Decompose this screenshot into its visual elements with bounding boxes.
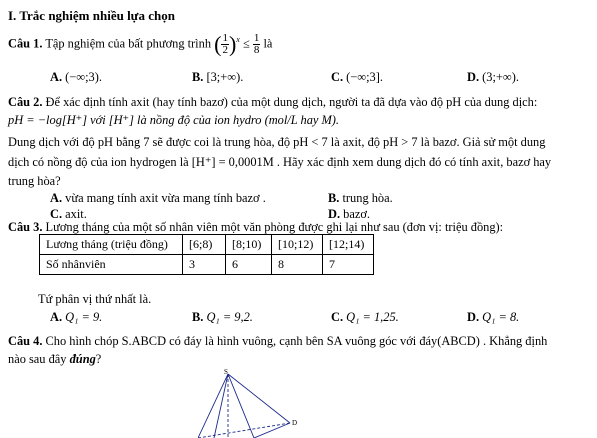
question-2-line-3: Dung dịch với độ pH bằng 7 sẽ được coi là trung hòa, độ pH < 7 là axit, độ pH > 7 là bazơ. Giả sử một dung (8, 135, 546, 149)
relation: ≤ (242, 36, 250, 51)
edge-sc (228, 374, 254, 438)
table-cell: Lương tháng (triệu đồng) (40, 235, 183, 255)
emphasis-correct: đúng (69, 352, 96, 366)
table-cell: 7 (323, 255, 374, 275)
question-4-line-2: nào sau đây đúng? (8, 352, 102, 366)
edge-ad (198, 423, 290, 438)
question-1-label: Câu 1. (8, 36, 43, 51)
question-1-tail: là (263, 36, 273, 51)
q2-option-b[interactable]: B. trung hòa. (328, 191, 393, 205)
q3-option-c[interactable]: C. Q₁ = 1,25. (331, 310, 399, 324)
edge-sd (228, 374, 290, 423)
q3-option-a[interactable]: A. Q₁ = 9. (50, 310, 103, 324)
fraction-one-eighth: $\frac{1}{8}$ (253, 32, 260, 56)
q1-option-d[interactable]: D. (3;+∞). (467, 70, 519, 84)
question-2-line-4: dịch có nồng độ của ion hydrogen là [H⁺] = 0,0001M . Hãy xác định xem dung dịch đó có tính axit, bazơ hay (8, 155, 552, 169)
question-2-line-2: pH = −log[H⁺] với [H⁺] là nồng độ của ion hydro (mol/L hay M). (8, 113, 340, 127)
table-header-row (40, 235, 374, 255)
q2-option-c[interactable]: C. axit. (50, 207, 87, 221)
table-cell: Số nhânviên (40, 255, 183, 275)
label-d: D (292, 419, 298, 427)
question-1-text: Tập nghiệm của bất phương trình (45, 36, 212, 51)
question-2-line-5: trung hòa? (8, 174, 61, 188)
question-2-line-1: Câu 2. Để xác định tính axit (hay tính bazơ) của một dung dịch, người ta đã dựa vào độ pH của dung dịch: (8, 95, 538, 109)
label-s: S (224, 368, 228, 376)
q1-option-c[interactable]: C. (−∞;3]. (331, 70, 383, 84)
q2-option-d[interactable]: D. bazơ. (328, 207, 371, 221)
salary-table (39, 234, 374, 275)
exponent: x (236, 35, 240, 45)
q3-option-d[interactable]: D. Q₁ = 8. (467, 310, 520, 324)
left-paren: ( (214, 31, 222, 57)
edge-sa (198, 374, 228, 438)
right-paren: ) (228, 31, 237, 57)
question-2-label: Câu 2. (8, 95, 43, 109)
edge-sb (214, 374, 228, 438)
edge-cd (254, 423, 290, 438)
section-title: I. Trắc nghiệm nhiều lựa chọn (8, 8, 175, 23)
question-4-line-1: Câu 4. Cho hình chóp S.ABCD có đáy là hình vuông, cạnh bên SA vuông góc với đáy(ABCD) . Khẳng định (8, 334, 548, 348)
question-3-prompt: Tứ phân vị thứ nhất là. (38, 292, 152, 306)
q2-option-a[interactable]: A. vừa mang tính axit vừa mang tính bazơ . (50, 191, 266, 205)
question-3-line: Câu 3. Lương tháng của một số nhân viên một văn phòng được ghi lại như sau (đơn vị: triệu đồng): (8, 220, 504, 234)
question-1 (8, 33, 272, 56)
fraction-one-half: $\frac{1}{2}$ (222, 32, 228, 56)
q1-option-b[interactable]: B. [3;+∞). (192, 70, 244, 84)
table-cell: 6 (226, 255, 272, 275)
table-cell: 8 (272, 255, 323, 275)
table-cell: [10;12) (272, 235, 323, 255)
table-cell: [6;8) (183, 235, 226, 255)
pyramid-figure (198, 368, 318, 438)
table-cell: [8;10) (226, 235, 272, 255)
table-row (40, 255, 374, 275)
table-cell: 3 (183, 255, 226, 275)
question-3-label: Câu 3. (8, 220, 43, 234)
q3-option-b[interactable]: B. Q₁ = 9,2. (192, 310, 253, 324)
question-4-label: Câu 4. (8, 334, 43, 348)
q1-option-a[interactable]: A. (−∞;3). (50, 70, 102, 84)
table-cell: [12;14) (323, 235, 374, 255)
